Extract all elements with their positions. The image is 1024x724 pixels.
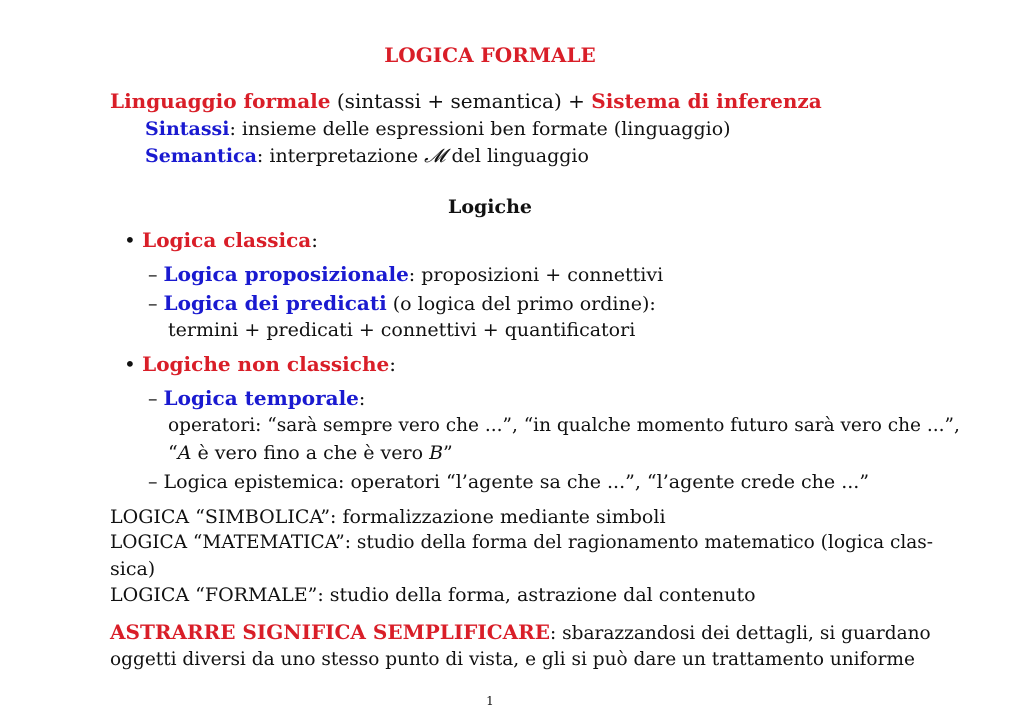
definition-matematica-cont: sica) bbox=[110, 558, 156, 580]
quote-open: “ bbox=[168, 442, 178, 464]
item-text: (o logica del primo ordine): bbox=[386, 293, 656, 315]
intro-line-2-text: : insieme delle espressioni ben formate (linguaggio) bbox=[229, 118, 731, 140]
dash-icon: – bbox=[148, 388, 158, 410]
item-logica-predicati-cont: termini + predicati + connettivi + quantificatori bbox=[168, 319, 636, 341]
epistemic-text: Logica epistemica: operatori “l’agente sa che ...”, “l’agente crede che ...” bbox=[163, 471, 870, 493]
intro-line-1 bbox=[110, 89, 822, 113]
term-sintassi: Sintassi bbox=[145, 118, 230, 140]
term-astrarre: ASTRARRE SIGNIFICA SEMPLIFICARE bbox=[110, 620, 551, 644]
term-logiche-non-classiche: Logiche non classiche bbox=[142, 352, 390, 376]
definition-matematica: LOGICA “MATEMATICA”: studio della forma del ragionamento matematico (logica clas- bbox=[110, 532, 934, 553]
temporal-operators-line-1: operatori: “sarà sempre vero che ...”, “in qualche momento futuro sarà vero che ...”, bbox=[168, 415, 960, 436]
term-logica-classica: Logica classica bbox=[142, 228, 312, 252]
math-symbol-B: B bbox=[429, 442, 444, 464]
item-logica-proposizionale bbox=[148, 262, 663, 287]
term-linguaggio-formale: Linguaggio formale bbox=[110, 89, 331, 113]
item-logica-predicati bbox=[148, 291, 656, 316]
conclusion-line-2: oggetti diversi da uno stesso punto di vista, e gli si può dare un trattamento uniforme bbox=[110, 649, 915, 670]
colon: : bbox=[311, 228, 318, 252]
dash-icon: – bbox=[148, 293, 158, 315]
conclusion-rest: : sbarazzandosi dei dettagli, si guardano bbox=[550, 623, 931, 644]
dash-icon: – bbox=[148, 471, 158, 493]
quote-close: ” bbox=[443, 442, 453, 464]
bullet-logiche-non-classiche bbox=[124, 352, 396, 376]
section-title-logiche: Logiche bbox=[447, 196, 532, 218]
temporal-mid: è vero fino a che è vero bbox=[191, 442, 430, 464]
definition-formale: LOGICA “FORMALE”: studio della forma, astrazione dal contenuto bbox=[110, 584, 756, 606]
colon: : bbox=[389, 352, 396, 376]
term-semantica: Semantica bbox=[145, 145, 257, 167]
intro-line-3-end: del linguaggio bbox=[445, 145, 589, 167]
conclusion-line-1 bbox=[110, 620, 931, 646]
math-symbol-A: A bbox=[177, 442, 192, 464]
bullet-icon: • bbox=[124, 352, 136, 376]
intro-line-3 bbox=[145, 144, 589, 168]
intro-line-3-text: : interpretazione bbox=[256, 145, 425, 167]
bullet-icon: • bbox=[124, 228, 136, 252]
item-logica-temporale bbox=[148, 386, 365, 411]
term-sistema-inferenza: Sistema di inferenza bbox=[591, 89, 822, 113]
term-logica-predicati: Logica dei predicati bbox=[163, 291, 387, 315]
page-title: LOGICA FORMALE bbox=[384, 43, 596, 67]
term-logica-proposizionale: Logica proposizionale bbox=[163, 262, 409, 286]
definition-simbolica: LOGICA “SIMBOLICA”: formalizzazione mediante simboli bbox=[110, 506, 666, 528]
item-text: : proposizioni + connettivi bbox=[408, 264, 664, 286]
dash-icon: – bbox=[148, 264, 158, 286]
colon: : bbox=[358, 388, 366, 410]
item-logica-epistemica bbox=[148, 470, 869, 494]
term-logica-temporale: Logica temporale bbox=[163, 386, 359, 410]
math-symbol-M: 𝓜 bbox=[424, 145, 446, 167]
page-number: 1 bbox=[486, 694, 494, 708]
bullet-logica-classica bbox=[124, 228, 318, 252]
intro-line-1-middle: (sintassi + semantica) + bbox=[330, 89, 592, 113]
temporal-operators-line-2 bbox=[168, 441, 453, 465]
intro-line-2 bbox=[145, 117, 731, 141]
